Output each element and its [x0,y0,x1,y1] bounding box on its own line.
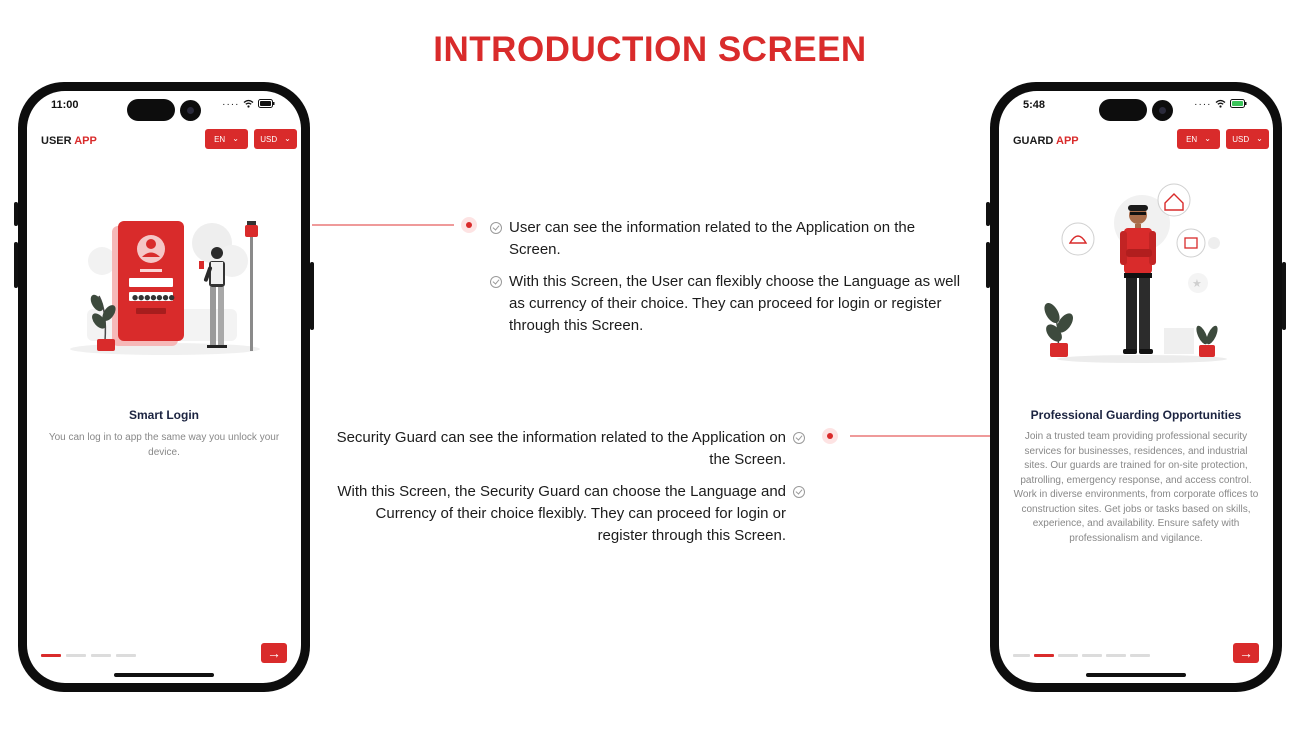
app-brand: USER APP [41,135,97,147]
card-title: Professional Guarding Opportunities [1030,408,1242,422]
language-selector[interactable]: EN ⌄ [1177,129,1220,149]
user-phone-mockup [18,82,310,692]
guard-callout-point: Security Guard can see the information related to the Application on the Screen. [336,429,786,468]
svg-text:●●●●●●●: ●●●●●●● [132,293,175,302]
guard-connector-marker [822,428,838,444]
page-dot [66,654,86,657]
currency-selector[interactable]: USD ⌄ [1226,129,1269,149]
home-indicator [114,673,214,677]
dynamic-island [127,99,175,121]
page-dot [1034,654,1054,657]
page-title: INTRODUCTION SCREEN [433,30,867,69]
check-circle-icon [490,276,502,288]
check-circle-icon [793,486,805,498]
card-title: Smart Login [128,408,199,422]
battery-charging-icon [1230,99,1247,108]
user-callout-point: User can see the information related to the Application on the Screen. [509,219,916,258]
chevron-down-icon: ⌄ [232,133,239,143]
smart-login-illustration [47,191,277,371]
user-phone-screen [27,91,301,683]
guard-phone-screen [999,91,1273,683]
page-dot [1106,654,1126,657]
page-dot [1058,654,1078,657]
status-time: 5:48 [1023,99,1046,111]
front-camera [180,100,201,121]
app-brand: GUARD APP [1013,135,1079,147]
status-time: 11:00 [51,99,79,111]
status-icons [1194,99,1247,110]
security-guard-illustration [1024,183,1254,363]
signal-icon: ···· [1194,99,1212,110]
status-icons [222,99,275,110]
onboarding-pagination [41,654,136,657]
chevron-down-icon: ⌄ [1256,133,1263,143]
card-description: You can log in to app the same way you unlock your device. [48,432,280,458]
next-button[interactable] [261,643,287,663]
card-description: Join a trusted team providing professional security services for businesses, residences, and industrial sites. Our guards are trained for on-site protection, patrolling, emergency response, and access control. Work in diverse environments, from corporate offices to construction sites. Get jobs or tasks based on skills, experience, and availability. Ensure safety with professionalism and vigilance. [1013,431,1259,544]
onboarding-pagination [1013,654,1150,657]
svg-text:★: ★ [1192,277,1202,290]
guard-callout-point: With this Screen, the Security Guard can choose the Language and Currency of their choice flexibly. They can proceed for login or register through this Screen. [337,483,786,544]
front-camera [1152,100,1173,121]
home-indicator [1086,673,1186,677]
chevron-down-icon: ⌄ [284,133,291,143]
chevron-down-icon: ⌄ [1204,133,1211,143]
check-circle-icon [490,222,502,234]
page-dot [1082,654,1102,657]
signal-icon: ···· [222,99,240,110]
page-dot [116,654,136,657]
wifi-icon [243,99,254,108]
arrow-right-icon: → [1239,645,1253,661]
page-dot [1013,654,1030,657]
battery-icon [258,99,275,108]
wifi-icon [1215,99,1226,108]
check-circle-icon [793,432,805,444]
language-selector[interactable]: EN ⌄ [205,129,248,149]
dynamic-island [1099,99,1147,121]
page-dot [91,654,111,657]
page-dot [1130,654,1150,657]
guard-connector-line [850,435,990,437]
user-connector-line [312,224,454,226]
user-connector-marker [461,217,477,233]
currency-selector[interactable]: USD ⌄ [254,129,297,149]
arrow-right-icon: → [267,645,281,661]
page-dot [41,654,61,657]
guard-phone-mockup [990,82,1282,692]
next-button[interactable] [1233,643,1259,663]
user-callout-point: With this Screen, the User can flexibly choose the Language as well as currency of their choice. They can proceed for login or register through this Screen. [509,273,961,334]
